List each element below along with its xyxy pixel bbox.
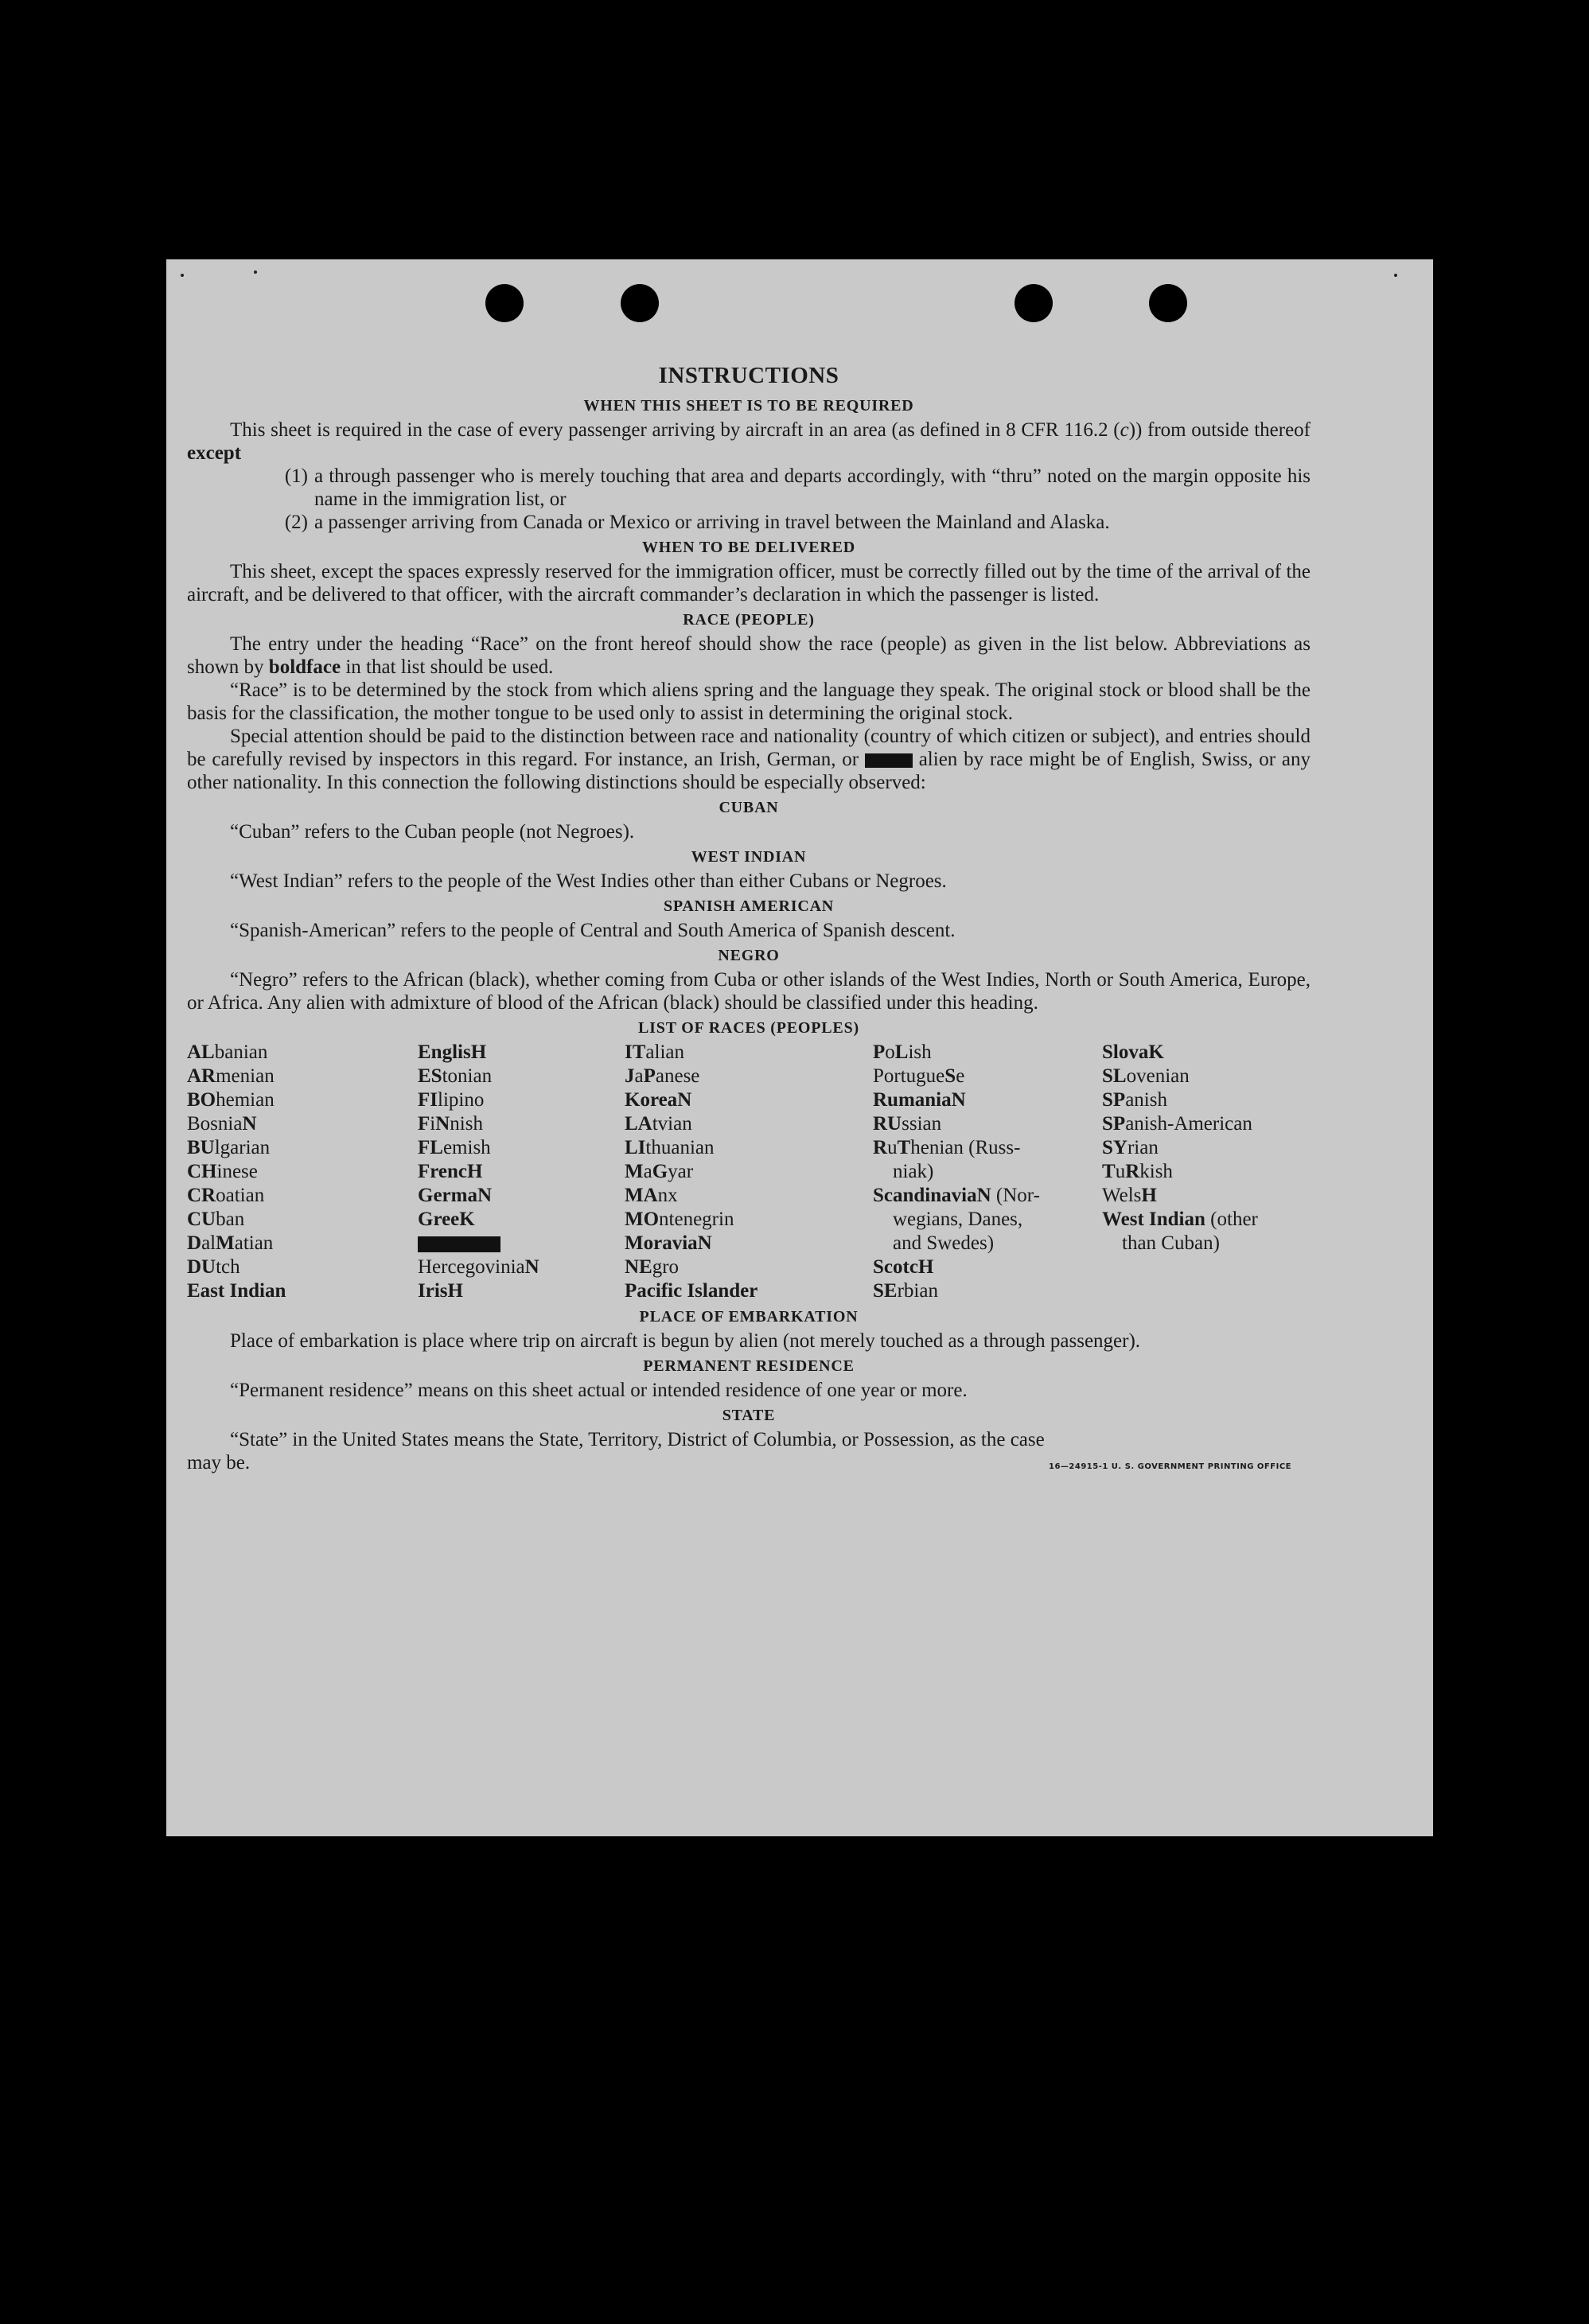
race-entry: LAtvian [625, 1113, 692, 1135]
race-entry: Pacific Islander [625, 1280, 758, 1302]
speck [181, 274, 184, 277]
spanish-american-text: “Spanish-American” refers to the people of Central and South America of Spanish descent. [230, 920, 956, 941]
embarkation-text: Place of embarkation is place where trip on aircraft is begun by alien (not merely touched as a through passenger). [230, 1330, 1141, 1352]
race-entry: EStonian [418, 1065, 493, 1087]
race-entry: TuRkish [1102, 1161, 1173, 1182]
race-entry: BosniaN [187, 1113, 257, 1135]
race-entry: FLemish [418, 1137, 491, 1158]
race-entry: IrisH [418, 1280, 463, 1302]
heading-when-required: WHEN THIS SHEET IS TO BE REQUIRED [583, 397, 914, 415]
race-entry: niak) [873, 1161, 934, 1182]
when-delivered-text: This sheet, except the spaces expressly reserved for the immigration officer, must be correctly filled out by the time of the arrival of the aircraft, and be delivered to that officer, with the aircraft commander’s declaration in which the passenger is listed. [187, 561, 1311, 605]
race-entry: wegians, Danes, [873, 1209, 1023, 1230]
race-entry: RuThenian (Russ- [873, 1137, 1021, 1158]
race-entry: SLovenian [1102, 1065, 1190, 1087]
heading-embarkation: PLACE OF EMBARKATION [639, 1308, 859, 1325]
race-entry: GreeK [418, 1209, 475, 1230]
race-entry: CUban [187, 1209, 245, 1230]
race-entry: SPanish-American [1102, 1113, 1252, 1135]
race-entry: DalMatian [187, 1232, 274, 1254]
redaction-mark [418, 1236, 500, 1252]
race-entry: CRoatian [187, 1185, 265, 1206]
race-entry: MOntenegrin [625, 1209, 734, 1230]
race-entry: GermaN [418, 1185, 493, 1206]
races-column [873, 1041, 1102, 1303]
exception-item: (2) a passenger arriving from Canada or Mexico or arriving in travel between the Mainland and Alaska. [284, 512, 1110, 533]
state-text-end: may be. [187, 1452, 251, 1473]
punch-hole [1015, 284, 1053, 322]
race-entry: LIthuanian [625, 1137, 715, 1158]
heading-spanish-american: SPANISH AMERICAN [663, 897, 835, 915]
exception-item: (1) a through passenger who is merely touching that area and departs accordingly, with “thru” noted on the margin opposite his name in the immigration list, or [284, 465, 1311, 510]
races-column [187, 1041, 418, 1303]
race-entry: EnglisH [418, 1041, 487, 1063]
west-indian-text: “West Indian” refers to the people of the West Indies other than either Cubans or Negroes. [230, 870, 947, 892]
race-entry: East Indian [187, 1280, 286, 1302]
heading-state: STATE [722, 1407, 776, 1424]
race-entry: SErbian [873, 1280, 938, 1302]
residence-text: “Permanent residence” means on this sheet actual or intended residence of one year or more. [230, 1380, 968, 1401]
cuban-text: “Cuban” refers to the Cuban people (not Negroes). [230, 821, 635, 843]
race-entry: ARmenian [187, 1065, 275, 1087]
race-entry: SYrian [1102, 1137, 1159, 1158]
heading-list-of-races: LIST OF RACES (PEOPLES) [638, 1019, 859, 1037]
race-entry: ScotcH [873, 1256, 934, 1278]
heading-permanent-residence: PERMANENT RESIDENCE [643, 1357, 855, 1375]
race-entry: RumaniaN [873, 1089, 966, 1111]
races-column [418, 1041, 625, 1303]
heading-cuban: CUBAN [719, 799, 779, 816]
race-entry: FrencH [418, 1161, 483, 1182]
race-entry: NEgro [625, 1256, 680, 1278]
race-entry: WelsH [1102, 1185, 1157, 1206]
heading-west-indian: WEST INDIAN [691, 848, 807, 866]
race-entry: BOhemian [187, 1089, 275, 1111]
race-entry: JaPanese [625, 1065, 700, 1087]
heading-negro: NEGRO [718, 947, 780, 964]
race-entry: KoreaN [625, 1089, 692, 1111]
race-entry: RUssian [873, 1113, 942, 1135]
race-entry: West Indian (other [1102, 1209, 1258, 1230]
race-entry: FiNnish [418, 1113, 483, 1135]
state-text: “State” in the United States means the State, Territory, District of Columbia, or Possession, as the case [230, 1429, 1045, 1450]
negro-text: “Negro” refers to the African (black), whether coming from Cuba or other islands of the West Indies, North or South America, Europe, or Africa. Any alien with admixture of blood of the African (black) should be classified under this heading. [187, 969, 1311, 1014]
redaction-mark [865, 753, 913, 768]
race-entry: ALbanian [187, 1041, 268, 1063]
instructions-content [187, 363, 1311, 1474]
race-entry: and Swedes) [873, 1232, 995, 1254]
when-required-text: This sheet is required in the case of every passenger arriving by aircraft in an area (as defined in 8 CFR 116.2 (c)) from outside thereof except [187, 419, 1311, 464]
races-column [625, 1041, 873, 1303]
state-last-line [187, 1451, 1311, 1474]
printer-imprint: 16—24915-1 U. S. GOVERNMENT PRINTING OFFICE [1049, 1462, 1291, 1471]
punch-hole [1149, 284, 1187, 322]
race-entry: SlovaK [1102, 1041, 1164, 1063]
race-entry: MaGyar [625, 1161, 694, 1182]
race-entry: than Cuban) [1102, 1232, 1220, 1254]
punch-hole [485, 284, 524, 322]
speck [254, 271, 257, 274]
race-paragraph: “Race” is to be determined by the stock from which aliens spring and the language they speak. The original stock or blood shall be the basis for the classification, the mother tongue to be used only to assist in determining the original stock. [187, 679, 1311, 724]
race-paragraph: The entry under the heading “Race” on the front hereof should show the race (people) as given in the list below. Abbreviations as shown by boldface in that list should be used. [187, 633, 1311, 678]
races-list [187, 1041, 1311, 1303]
race-entry: SPanish [1102, 1089, 1167, 1111]
race-entry: MAnx [625, 1185, 678, 1206]
race-paragraph: Special attention should be paid to the distinction between race and nationality (country of which citizen or subject), and entries should be carefully revised by inspectors in this regard. For instance, an Irish, German, or alien by race might be of English, Swiss, or any other nationality. In this connection the following distinctions should be especially observed: [187, 726, 1311, 793]
races-column [1102, 1041, 1311, 1303]
race-entry [418, 1232, 625, 1255]
race-entry: ScandinaviaN (Nor- [873, 1185, 1040, 1206]
page-title: INSTRUCTIONS [658, 363, 839, 388]
punch-hole [621, 284, 659, 322]
race-entry: PoLish [873, 1041, 932, 1063]
race-entry: BUlgarian [187, 1137, 271, 1158]
race-entry: ITalian [625, 1041, 684, 1063]
race-entry: PortugueSe [873, 1065, 965, 1087]
document-sheet [166, 259, 1433, 1836]
speck [1394, 274, 1397, 277]
race-entry: MoraviaN [625, 1232, 712, 1254]
heading-when-delivered: WHEN TO BE DELIVERED [641, 539, 856, 556]
race-entry: FIlipino [418, 1089, 485, 1111]
race-entry: HercegoviniaN [418, 1256, 539, 1278]
race-entry: CHinese [187, 1161, 258, 1182]
heading-race: RACE (PEOPLE) [683, 611, 815, 629]
race-entry: DUtch [187, 1256, 240, 1278]
